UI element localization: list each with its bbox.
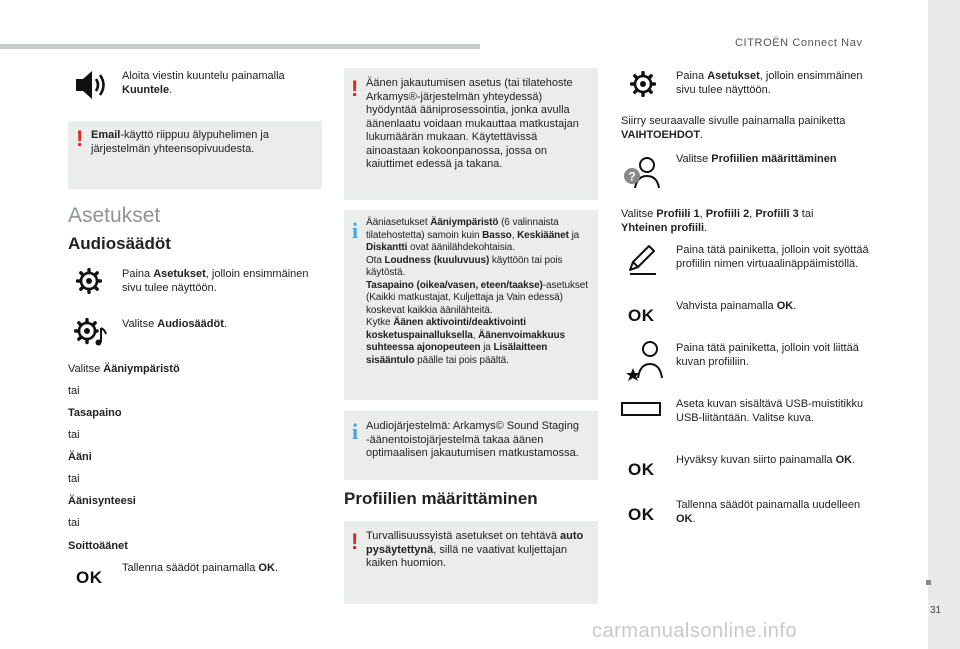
accept-image-text: Hyväksy kuvan siirto painamalla OK. (676, 454, 856, 466)
usb-stick-icon (621, 402, 661, 416)
pencil-icon (626, 244, 658, 276)
header-rule (0, 44, 480, 49)
page-edge-band (928, 0, 960, 649)
profiles-heading: Profiilien määrittäminen (344, 489, 538, 508)
option-balance: Tasapaino (68, 407, 122, 419)
page-header: CITROËN Connect Nav (735, 37, 863, 49)
select-profiles-text: Valitse Profiilien määrittäminen (676, 153, 837, 165)
profile-name-text: Paina tätä painiketta, jolloin voit syöttää profiilin nimen virtuaalinäppäimistöllä. (676, 244, 869, 270)
profile-question-icon (621, 154, 663, 190)
info-icon: i (352, 419, 359, 444)
ok-icon: OK (628, 505, 655, 524)
next-page-text: Siirry seuraavalle sivulle painamalla painiketta VAIHTOEHDOT. (621, 115, 846, 141)
usb-text: Aseta kuvan sisältävä USB-muistitikku USB-liitäntään. Valitse kuva. (676, 398, 864, 424)
press-settings-text: Paina Asetukset, jolloin ensimmäinen sivu tulee näyttöön. (122, 268, 309, 294)
add-image-text: Paina tätä painiketta, jolloin voit liittää kuvan profiiliin. (676, 342, 859, 368)
section-title: Asetukset (68, 204, 161, 227)
ok-icon: OK (628, 306, 655, 325)
email-warning-text: Email-käyttö riippuu älypuhelimen ja järjestelmän yhteensopivuudesta. (91, 129, 269, 155)
gear-icon (76, 268, 102, 294)
page-number: 31 (930, 605, 942, 616)
arkamys-info: Audiojärjestelmä: Arkamys© Sound Staging -äänentoistojärjestelmä takaa äänen optimaalisen jakautumisen matkustamossa. (366, 420, 579, 459)
choose-option-line: Valitse Ääniympäristö (68, 363, 180, 375)
safety-warning: Turvallisuussyistä asetukset on tehtävä auto pysäytettynä, sillä ne vaativat kuljettajan kaiken huomion. (366, 530, 584, 569)
audio-heading: Audiosäädöt (68, 234, 171, 253)
save-again-text: Tallenna säädöt painamalla uudelleen OK. (676, 499, 861, 525)
or-text: tai (68, 429, 80, 441)
watermark: carmanualsonline.info (592, 620, 798, 642)
warning-icon: ! (351, 76, 359, 101)
option-ringtones: Soittoäänet (68, 540, 128, 552)
or-text: tai (68, 517, 80, 529)
audio-settings-info: Ääniasetukset Ääniympäristö (6 valinnaista tilatehostetta) samoin kuin Basso, Keskiäänet ja Diskantti ovat äänilähdekohtaisia. Ota Loudness (kuuluvuus) käyttöön tai pois käytöstä. Tasapaino (oikea/vasen, eteen/taakse)-asetukset (Kaikki matkustajat, Kuljettaja ja Vain edessä) koskevat kaikkia äänilähteitä. Kytke Äänen aktivointi/deaktivointi kosketuspainalluksella, Äänenvoimakkuus suhteessa ajonopeuteen ja Lisälaitteen sisääntulo päälle tai pois päältä. (366, 217, 588, 366)
select-audio-text: Valitse Audiosäädöt. (122, 318, 227, 330)
warning-icon: ! (76, 126, 84, 151)
sound-distribution-warning: Äänen jakautumisen asetus (tai tilatehoste Arkamys®-järjestelmän yhteydessä) hyödyntää ääniprosessointia, jonka avulla äänenlaatu voidaan mukauttaa matkustajan lukumäärän mukaan. Käytettävissä ainoastaan kokoonpanossa, jossa on kaiuttimet edessä ja takana. (366, 77, 579, 170)
gear-icon (630, 71, 656, 97)
profile-image-icon (624, 338, 664, 382)
listen-instruction: Aloita viestin kuuntelu painamalla Kuuntele. (122, 70, 285, 96)
continue-marker (926, 580, 931, 585)
save-settings-text: Tallenna säädöt painamalla OK. (122, 562, 278, 574)
warning-icon: ! (351, 529, 359, 554)
speaker-icon (74, 68, 110, 102)
svg-text:?: ? (628, 169, 636, 184)
info-icon: i (352, 218, 359, 243)
or-text: tai (68, 473, 80, 485)
option-voice: Äänisynteesi (68, 495, 136, 507)
ok-icon: OK (76, 568, 103, 587)
confirm-text: Vahvista painamalla OK. (676, 300, 797, 312)
press-settings-text: Paina Asetukset, jolloin ensimmäinen sivu tulee näyttöön. (676, 70, 863, 96)
option-sound: Ääni (68, 451, 92, 463)
or-text: tai (68, 385, 80, 397)
choose-profile-text: Valitse Profiili 1, Profiili 2, Profiili 3 tai Yhteinen profiili. (621, 208, 814, 234)
audio-settings-icon (74, 318, 110, 348)
ok-icon: OK (628, 460, 655, 479)
